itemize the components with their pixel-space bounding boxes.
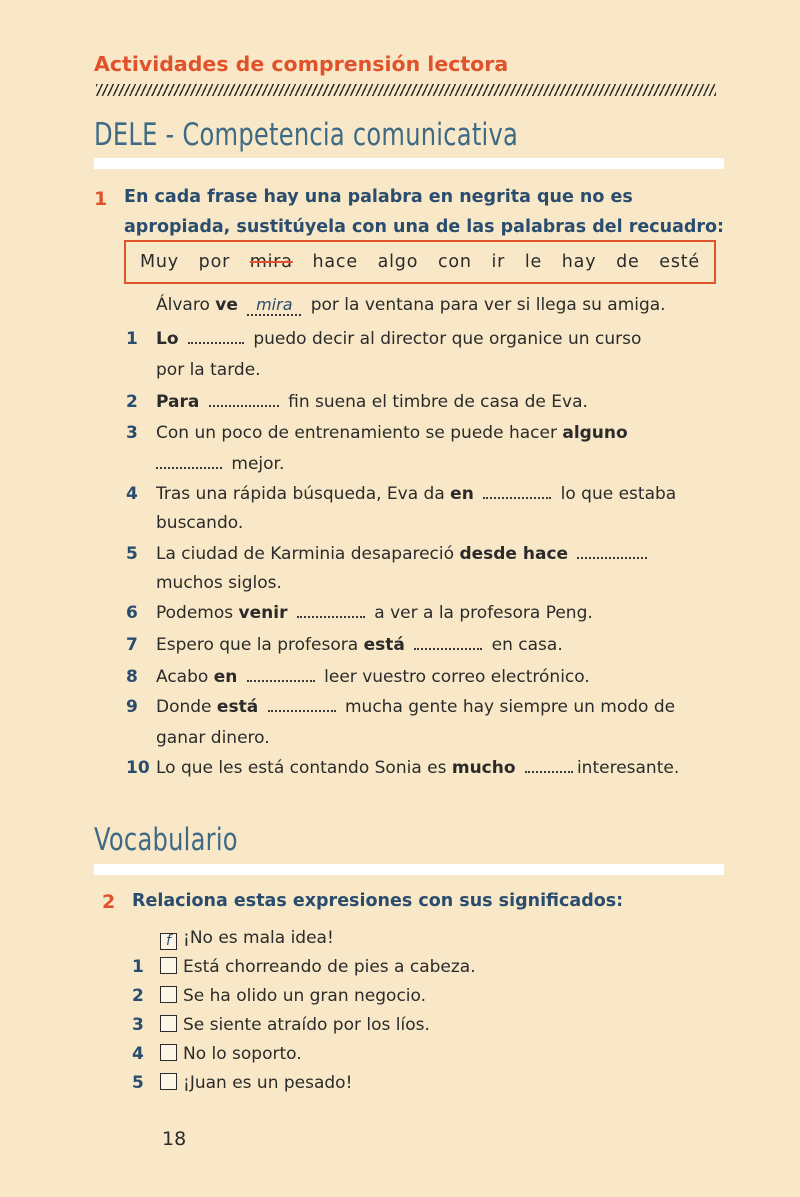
section-title-vocabulario: Vocabulario: [94, 822, 238, 858]
exercise-item: [126, 479, 677, 509]
match-example: [160, 925, 334, 951]
answer-blank[interactable]: [577, 539, 647, 559]
hatch-divider: [96, 84, 716, 96]
word-option: por: [198, 252, 231, 272]
sentence-text: a ver a la profesora Peng.: [374, 603, 593, 623]
sentence-text: Espero que la profesora: [156, 635, 359, 655]
answer-blank[interactable]: [247, 662, 315, 682]
answer-checkbox[interactable]: f: [160, 933, 177, 950]
word-option: Muy: [140, 252, 179, 272]
exercise-item: [126, 598, 593, 628]
item-number: 4: [126, 484, 138, 504]
item-number: 6: [126, 603, 138, 623]
example-answer: mira: [247, 296, 301, 316]
expression-text: ¡Juan es un pesado!: [183, 1073, 353, 1093]
match-item: [132, 954, 476, 980]
sentence-text: lo que estaba: [560, 484, 677, 504]
sentence-text: Con un poco de entrenamiento se puede hacer: [156, 423, 557, 443]
item-number: 2: [126, 392, 138, 412]
word-option: le: [524, 252, 543, 272]
item-number: 1: [126, 329, 138, 349]
item-number: 9: [126, 697, 138, 717]
bold-word: venir: [238, 603, 288, 623]
bold-word: está: [363, 635, 405, 655]
sentence-text: Lo que les está contando Sonia es: [156, 758, 447, 778]
word-option: ir: [491, 252, 506, 272]
expression-text: Se ha olido un gran negocio.: [183, 986, 427, 1006]
section-title-dele: DELE - Competencia comunicativa: [94, 117, 519, 153]
exercise-instruction: Relaciona estas expresiones con sus significados:: [132, 891, 624, 911]
sentence-text: leer vuestro correo electrónico.: [324, 667, 590, 687]
sentence-text: en casa.: [491, 635, 563, 655]
exercise-item: [126, 753, 680, 783]
exercise-item: [126, 324, 642, 354]
answer-blank[interactable]: [414, 630, 482, 650]
sentence-text: Podemos: [156, 603, 234, 623]
bold-word: en: [213, 667, 238, 687]
match-item: [132, 983, 427, 1009]
answer-checkbox[interactable]: [160, 1015, 177, 1032]
exercise-item: [126, 539, 651, 569]
bold-word: Para: [156, 392, 200, 412]
answer-blank[interactable]: [525, 753, 573, 773]
item-number: 5: [126, 544, 138, 564]
expression-text: No lo soporto.: [183, 1044, 302, 1064]
exercise-item-continuation: por la tarde.: [156, 360, 261, 380]
item-number: 1: [132, 957, 144, 977]
sentence-text: fin suena el timbre de casa de Eva.: [288, 392, 588, 412]
exercise-item-continuation: muchos siglos.: [156, 573, 282, 593]
bold-word: Lo: [156, 329, 179, 349]
sentence-text: interesante.: [576, 758, 680, 778]
word-option-used: mira: [249, 252, 293, 272]
exercise-item: [126, 662, 590, 692]
item-number: 3: [132, 1015, 144, 1035]
word-option: esté: [659, 252, 700, 272]
sentence-text: Donde: [156, 697, 212, 717]
item-number: 3: [126, 423, 138, 443]
sentence-text: Tras una rápida búsqueda, Eva da: [156, 484, 445, 504]
answer-checkbox[interactable]: [160, 1044, 177, 1061]
bold-word: ve: [215, 295, 238, 315]
sentence-text: por la ventana para ver si llega su amiga.: [310, 295, 666, 315]
exercise-item-continuation: buscando.: [156, 513, 244, 533]
word-option: algo: [377, 252, 419, 272]
bold-word: alguno: [562, 423, 628, 443]
word-option: hay: [561, 252, 597, 272]
sentence-text: puedo decir al director que organice un curso: [253, 329, 642, 349]
item-number: 5: [132, 1073, 144, 1093]
word-option: con: [437, 252, 472, 272]
item-number: 2: [132, 986, 144, 1006]
bold-word: está: [216, 697, 259, 717]
heading-rule: [94, 864, 724, 875]
sentence-text: Álvaro: [156, 295, 210, 315]
word-option: de: [616, 252, 640, 272]
exercise-instruction: [124, 182, 724, 242]
word-option: hace: [312, 252, 358, 272]
match-item: [132, 1012, 430, 1038]
expression-text: Está chorreando de pies a cabeza.: [183, 957, 476, 977]
page-number: 18: [162, 1128, 187, 1150]
exercise-number: 2: [102, 891, 116, 913]
exercise-item: [126, 692, 676, 722]
answer-checkbox[interactable]: [160, 1073, 177, 1090]
bold-word: desde hace: [459, 544, 569, 564]
instruction-line: apropiada, sustitúyela con una de las palabras del recuadro:: [124, 217, 725, 237]
exercise-item: [126, 387, 588, 417]
section-kicker: Actividades de comprensión lectora: [94, 52, 509, 76]
answer-checkbox[interactable]: [160, 957, 177, 974]
item-number: 4: [132, 1044, 144, 1064]
sentence-text: mucha gente hay siempre un modo de: [344, 697, 676, 717]
item-number: 7: [126, 635, 138, 655]
exercise-item: [126, 630, 563, 660]
word-box: [124, 240, 716, 284]
answer-blank[interactable]: [268, 692, 336, 712]
sentence-text: Acabo: [156, 667, 209, 687]
bold-word: en: [450, 484, 474, 504]
match-item: [132, 1041, 302, 1067]
sentence-text: La ciudad de Karminia desapareció: [156, 544, 455, 564]
exercise-item: [126, 418, 628, 448]
item-number: 10: [126, 758, 150, 778]
answer-checkbox[interactable]: [160, 986, 177, 1003]
answer-blank[interactable]: [209, 387, 279, 407]
answer-blank[interactable]: [297, 598, 365, 618]
exercise-item-continuation: [156, 449, 284, 479]
match-item: [132, 1070, 353, 1096]
sentence-text: mejor.: [231, 454, 285, 474]
answer-blank[interactable]: [483, 479, 551, 499]
exercise-number: 1: [94, 188, 108, 210]
bold-word: mucho: [451, 758, 516, 778]
exercise-item-continuation: ganar dinero.: [156, 728, 270, 748]
instruction-line: En cada frase hay una palabra en negrita que no es: [124, 187, 633, 207]
heading-rule: [94, 158, 724, 169]
example-sentence: [156, 290, 666, 320]
item-number: 8: [126, 667, 138, 687]
expression-text: ¡No es mala idea!: [183, 928, 334, 948]
answer-blank[interactable]: [156, 449, 222, 469]
expression-text: Se siente atraído por los líos.: [183, 1015, 430, 1035]
answer-blank[interactable]: [188, 324, 244, 344]
